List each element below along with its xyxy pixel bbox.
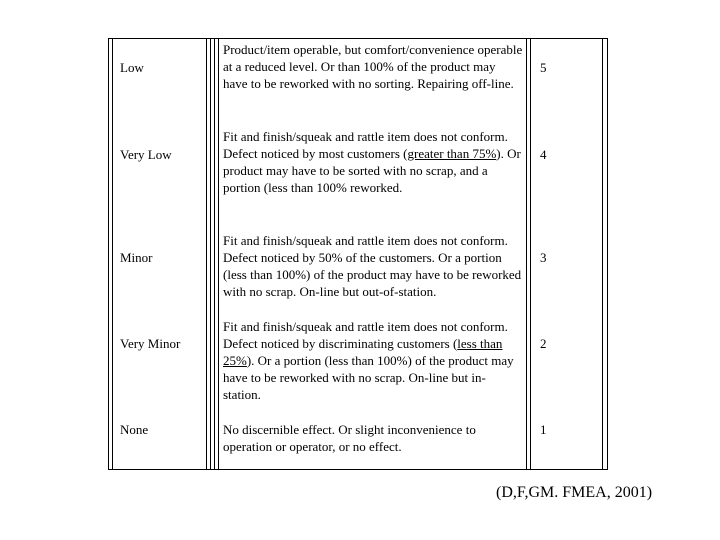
table-border-right xyxy=(607,38,608,470)
criteria-text: Fit and finish/squeak and rattle item does not conform. Defect noticed by most customers ( xyxy=(223,129,508,161)
column-divider-criteria xyxy=(214,38,215,470)
column-divider-rank xyxy=(526,38,527,470)
criteria-text: Product/item operable, but comfort/convenience operable at a reduced level. Or than 100% of the product may have to be reworked with no sorting. Repairing off-line. xyxy=(223,42,523,91)
rank-cell: 1 xyxy=(540,422,547,437)
criteria-text: ). Or product may have to be sorted with no scrap, and a portion (less than 100% reworked. xyxy=(223,146,521,195)
rank-cell: 2 xyxy=(540,336,547,351)
column-divider-criteria-inner xyxy=(218,38,219,470)
rank-cell: 4 xyxy=(540,147,547,162)
source-citation: (D,F,GM. FMEA, 2001) xyxy=(496,484,653,501)
criteria-underlined-text: greater than 75% xyxy=(407,146,497,161)
criteria-text: Fit and finish/squeak and rattle item does not conform. Defect noticed by discriminating customers ( xyxy=(223,319,508,351)
column-divider-effect-inner xyxy=(210,38,211,470)
criteria-cell xyxy=(223,41,523,92)
criteria-cell xyxy=(223,421,523,455)
table-border-right-inner xyxy=(602,38,603,470)
table-border-bottom xyxy=(108,469,608,470)
criteria-text: Fit and finish/squeak and rattle item does not conform. Defect noticed by 50% of the customers. Or a portion (less than 100%) of the product may have to be reworked with no scrap. On-line but out-of-station. xyxy=(223,233,522,299)
column-divider-effect xyxy=(206,38,207,470)
rank-cell: 3 xyxy=(540,250,547,265)
effect-cell: Very Low xyxy=(120,147,172,162)
rank-cell: 5 xyxy=(540,60,547,75)
column-divider-rank-inner xyxy=(530,38,531,470)
table-border-left-inner xyxy=(112,38,113,470)
effect-cell: Minor xyxy=(120,250,153,265)
effect-cell: Very Minor xyxy=(120,336,181,351)
effect-cell: None xyxy=(120,422,149,437)
table-border-left xyxy=(108,38,109,470)
effect-cell: Low xyxy=(120,60,144,75)
criteria-cell xyxy=(223,232,523,300)
criteria-text: No discernible effect. Or slight inconvenience to operation or operator, or no effect. xyxy=(223,422,476,454)
table-border-top xyxy=(108,38,608,39)
criteria-text: ). Or a portion (less than 100%) of the product may have to be reworked with no scrap. On-line but in-station. xyxy=(223,353,514,402)
criteria-cell xyxy=(223,128,523,196)
criteria-underlined-text: less than 25% xyxy=(223,336,503,368)
criteria-cell xyxy=(223,318,523,403)
